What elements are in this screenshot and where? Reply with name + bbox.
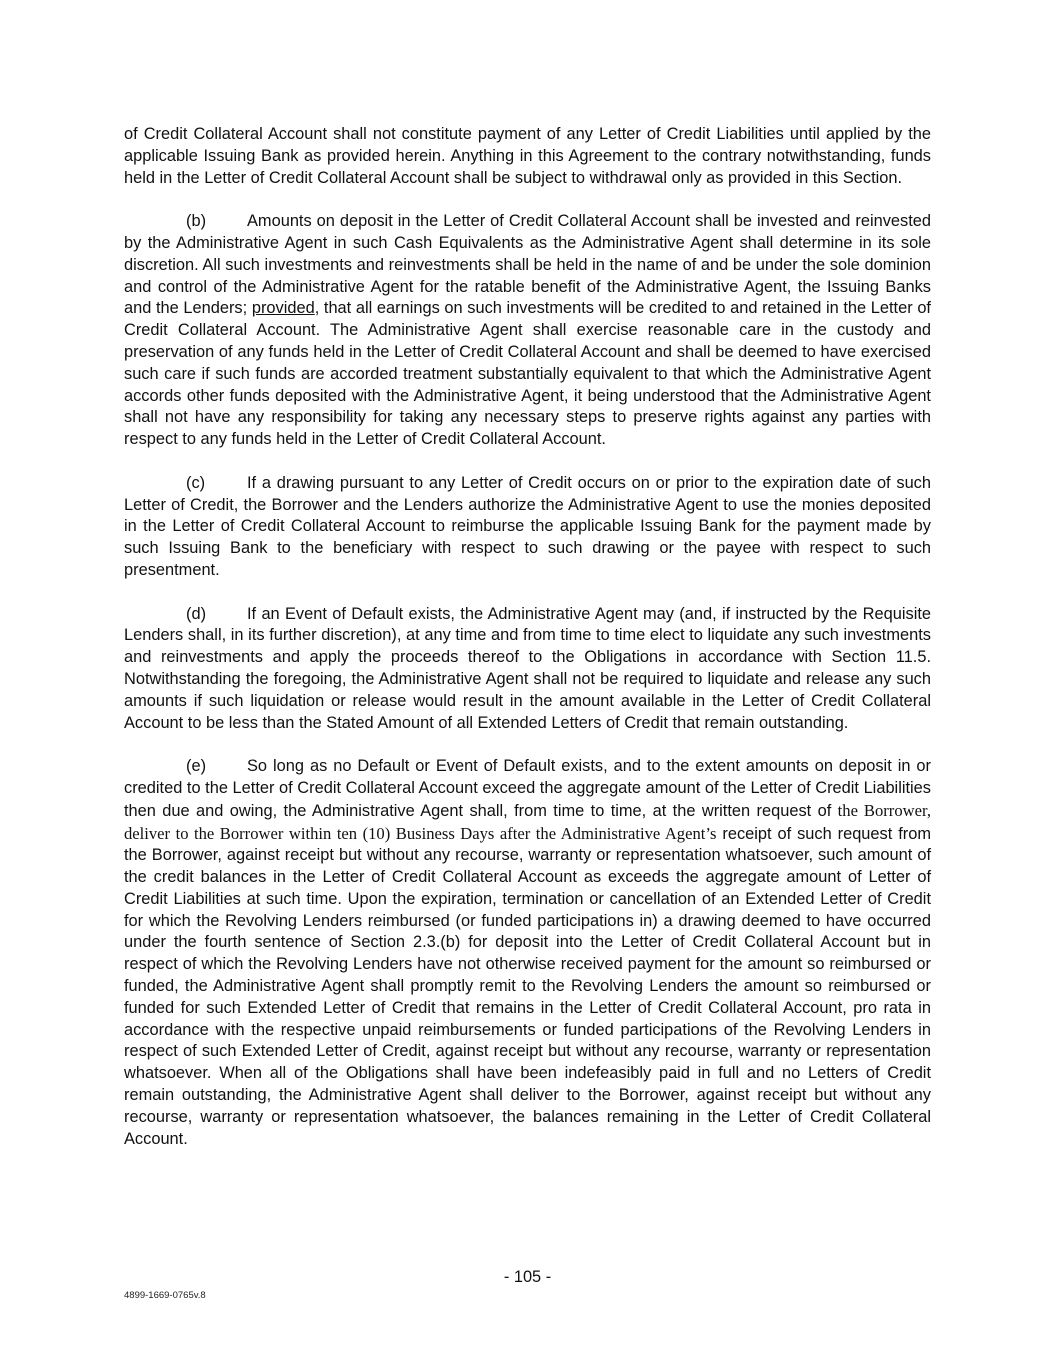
document-id: 4899-1669-0765v.8 <box>124 1290 206 1301</box>
paragraph-label: (d) <box>186 604 207 623</box>
paragraph-text: , that all earnings on such investments will be credited to and retained in the Letter of Credit Collateral Account. The Administrative Agent shall exercise reasonable care in the custody and preservation of any funds held in the Letter of Credit Collateral Account and shall be deemed to have exercised such care if such funds are accorded treatment substantially equivalent to that which the Administrative Agent accords other funds deposited with the Administrative Agent, it being understood that the Administrative Agent shall not have any responsibility for taking any necessary steps to preserve rights against any parties with respect to any funds held in the Letter of Credit Collateral Account. <box>124 299 931 449</box>
paragraph-d <box>124 604 931 735</box>
paragraph-label: (e) <box>186 757 207 776</box>
continuation-paragraph: of Credit Collateral Account shall not constitute payment of any Letter of Credit Liabilities until applied by the applicable Issuing Bank as provided herein. Anything in this Agreement to the contrary notwithstanding, funds held in the Letter of Credit Collateral Account shall be subject to withdrawal only as provided in this Section. <box>124 125 931 187</box>
paragraph-text: receipt of such request from the Borrower, against receipt but without any recourse, warranty or representation whatsoever, such amount of the credit balances in the Letter of Credit Collateral Account as exceeds the aggregate amount of Letter of Credit Liabilities at such time. Upon the expiration, termination or cancellation of an Extended Letter of Credit for which the Revolving Lenders reimbursed (or funded participations in) a drawing deemed to have occurred under the fourth sentence of Section 2.3.(b) for deposit into the Letter of Credit Collateral Account but in respect of which the Revolving Lenders have not otherwise received payment for the amount so reimbursed or funded, the Administrative Agent shall promptly remit to the Revolving Lenders the amount so reimbursed or funded for such Extended Letter of Credit that remains in the Letter of Credit Collateral Account, pro rata in accordance with the respective unpaid reimbursements or funded participations of the Revolving Lenders in respect of such Extended Letter of Credit, against receipt but without any recourse, warranty or representation whatsoever. When all of the Obligations shall have been indefeasibly paid in full and no Letters of Credit remain outstanding, the Administrative Agent shall deliver to the Borrower, against receipt but without any recourse, warranty or representation whatsoever, the balances remaining in the Letter of Credit Collateral Account. <box>124 824 931 1148</box>
paragraph-label: (b) <box>186 212 207 231</box>
paragraph-text: Amounts on deposit in the Letter of Credit Collateral Account shall be invested and reinvested by the Administrative Agent in such Cash Equivalents as the Administrative Agent shall determine in its sole discretion. All such investments and reinvestments shall be held in the name of and be under the sole dominion and control of the Administrative Agent for the ratable benefit of the Administrative Agent, the Issuing Banks and the Lenders; <box>124 212 931 318</box>
provided-term: provided <box>251 299 315 318</box>
page-number: - 105 - <box>503 1268 552 1286</box>
paragraph-c <box>124 473 931 582</box>
paragraph-label: (c) <box>186 473 206 492</box>
paragraph-text: If a drawing pursuant to any Letter of Credit occurs on or prior to the expiration date of such Letter of Credit, the Borrower and the Lenders authorize the Administrative Agent to use the monies deposited in the Letter of Credit Collateral Account to reimburse the applicable Issuing Bank for the payment made by such Issuing Bank to the beneficiary with respect to such drawing or the payee with respect to such presentment. <box>124 473 931 579</box>
paragraph-b <box>124 211 931 451</box>
paragraph-text: So long as no Default or Event of Default exists, and to the extent amounts on deposit in or credited to the Letter of Credit Collateral Account exceed the aggregate amount of the Letter of Credit Liabilities then due and owing, the Administrative Agent shall, from time to time, at the written request of <box>124 757 931 820</box>
paragraph-text: If an Event of Default exists, the Administrative Agent may (and, if instructed by the Requisite Lenders shall, in its further discretion), at any time and from time to time elect to liquidate any such investments and reinvestments and apply the proceeds thereof to the Obligations in accordance with Section 11.5. Notwithstanding the foregoing, the Administrative Agent shall not be required to liquidate and release any such amounts if such liquidation or release would result in the amount available in the Letter of Credit Collateral Account to be less than the Stated Amount of all Extended Letters of Credit that remain outstanding. <box>124 604 931 732</box>
serif-text-run: the Borrower, deliver to the Borrower within ten (10) Business Days after the Administrative Agent’s <box>124 800 931 843</box>
paragraph-e <box>124 756 931 1150</box>
document-body <box>124 124 931 1172</box>
